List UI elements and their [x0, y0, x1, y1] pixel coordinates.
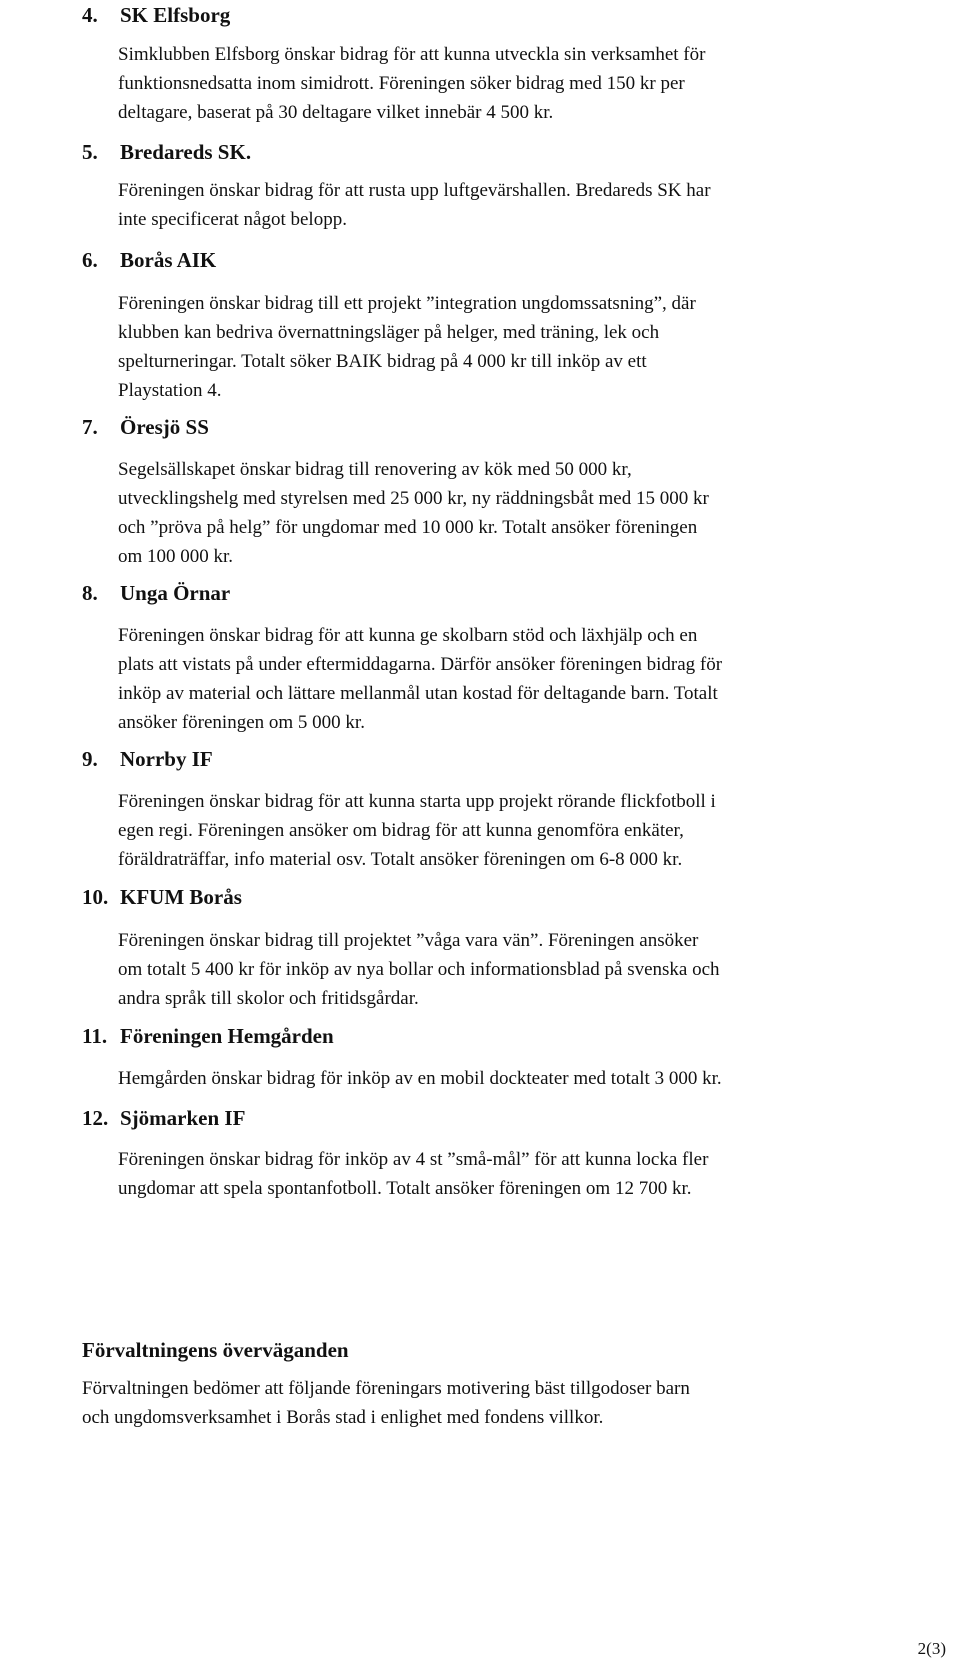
item-number: 8.	[82, 581, 98, 605]
item-number: 4.	[82, 3, 98, 27]
body-line: och ”pröva på helg” för ungdomar med 10 000 kr. Totalt ansöker föreningen	[118, 517, 698, 538]
body-line: om 100 000 kr.	[118, 546, 234, 567]
body-line: ansöker föreningen om 5 000 kr.	[118, 712, 365, 733]
body-line: funktionsnedsatta inom simidrott. Föreningen söker bidrag med 150 kr per	[118, 73, 685, 94]
item-heading	[82, 578, 230, 608]
item-title: KFUM Borås	[120, 885, 242, 909]
body-line: och ungdomsverksamhet i Borås stad i enlighet med fondens villkor.	[82, 1407, 604, 1428]
body-line: Simklubben Elfsborg önskar bidrag för att kunna utveckla sin verksamhet för	[118, 44, 706, 65]
item-body	[118, 787, 948, 874]
body-line: föräldraträffar, info material osv. Totalt ansöker föreningen om 6-8 000 kr.	[118, 849, 683, 870]
item-body	[118, 1064, 948, 1093]
body-line: andra språk till skolor och fritidsgårdar.	[118, 988, 419, 1009]
item-title: Norrby IF	[120, 747, 213, 771]
item-title: Borås AIK	[120, 248, 217, 272]
item-heading	[82, 1103, 245, 1133]
body-line: Segelsällskapet önskar bidrag till renovering av kök med 50 000 kr,	[118, 459, 632, 480]
item-body	[118, 926, 948, 1013]
item-number: 5.	[82, 140, 98, 164]
body-line: Föreningen önskar bidrag till ett projekt ”integration ungdomssatsning”, där	[118, 293, 696, 314]
body-line: Föreningen önskar bidrag för att rusta upp luftgevärshallen. Bredareds SK har	[118, 180, 711, 201]
section-heading: Förvaltningens överväganden	[82, 1338, 349, 1362]
body-line: Playstation 4.	[118, 380, 222, 401]
section-body	[82, 1374, 942, 1432]
item-number: 6.	[82, 248, 98, 272]
item-title: SK Elfsborg	[120, 3, 231, 27]
body-line: utvecklingshelg med styrelsen med 25 000 kr, ny räddningsbåt med 15 000 kr	[118, 488, 709, 509]
body-line: Föreningen önskar bidrag för att kunna starta upp projekt rörande flickfotboll i	[118, 791, 716, 812]
body-line: egen regi. Föreningen ansöker om bidrag för att kunna genomföra enkäter,	[118, 820, 684, 841]
item-title: Sjömarken IF	[120, 1106, 246, 1130]
item-heading	[82, 744, 213, 774]
body-line: Föreningen önskar bidrag för inköp av 4 st ”små-mål” för att kunna locka fler	[118, 1149, 709, 1170]
body-line: Föreningen önskar bidrag till projektet ”våga vara vän”. Föreningen ansöker	[118, 930, 699, 951]
item-number: 11.	[82, 1024, 108, 1048]
item-body	[118, 1145, 948, 1203]
body-line: spelturneringar. Totalt söker BAIK bidrag på 4 000 kr till inköp av ett	[118, 351, 647, 372]
body-line: klubben kan bedriva övernattningsläger på helger, med träning, lek och	[118, 322, 660, 343]
body-line: Förvaltningen bedömer att följande föreningars motivering bäst tillgodoser barn	[82, 1378, 690, 1399]
body-line: inte specificerat något belopp.	[118, 209, 347, 230]
item-body	[118, 455, 948, 571]
item-heading	[82, 882, 242, 912]
body-line: deltagare, baserat på 30 deltagare vilket innebär 4 500 kr.	[118, 102, 554, 123]
item-title: Föreningen Hemgården	[120, 1024, 334, 1048]
item-title: Unga Örnar	[120, 581, 231, 605]
item-number: 7.	[82, 415, 98, 439]
page-number: 2(3)	[917, 1639, 946, 1658]
item-body	[118, 176, 948, 234]
item-body	[118, 621, 948, 737]
body-line: Hemgården önskar bidrag för inköp av en mobil dockteater med totalt 3 000 kr.	[118, 1068, 722, 1089]
item-heading	[82, 0, 230, 30]
item-heading	[82, 1021, 334, 1051]
item-heading	[82, 412, 209, 442]
body-line: plats att vistats på under eftermiddagarna. Därför ansöker föreningen bidrag för	[118, 654, 723, 675]
item-number: 9.	[82, 747, 98, 771]
item-number: 10.	[82, 885, 109, 909]
body-line: om totalt 5 400 kr för inköp av nya bollar och informationsblad på svenska och	[118, 959, 720, 980]
item-body	[118, 289, 948, 405]
item-heading	[82, 137, 251, 167]
body-line: inköp av material och lättare mellanmål utan kostad för deltagande barn. Totalt	[118, 683, 718, 704]
item-body	[118, 40, 948, 127]
item-heading	[82, 245, 216, 275]
item-title: Öresjö SS	[120, 415, 209, 439]
body-line: ungdomar att spela spontanfotboll. Totalt ansöker föreningen om 12 700 kr.	[118, 1178, 692, 1199]
item-title: Bredareds SK.	[120, 140, 252, 164]
item-number: 12.	[82, 1106, 109, 1130]
body-line: Föreningen önskar bidrag för att kunna ge skolbarn stöd och läxhjälp och en	[118, 625, 698, 646]
